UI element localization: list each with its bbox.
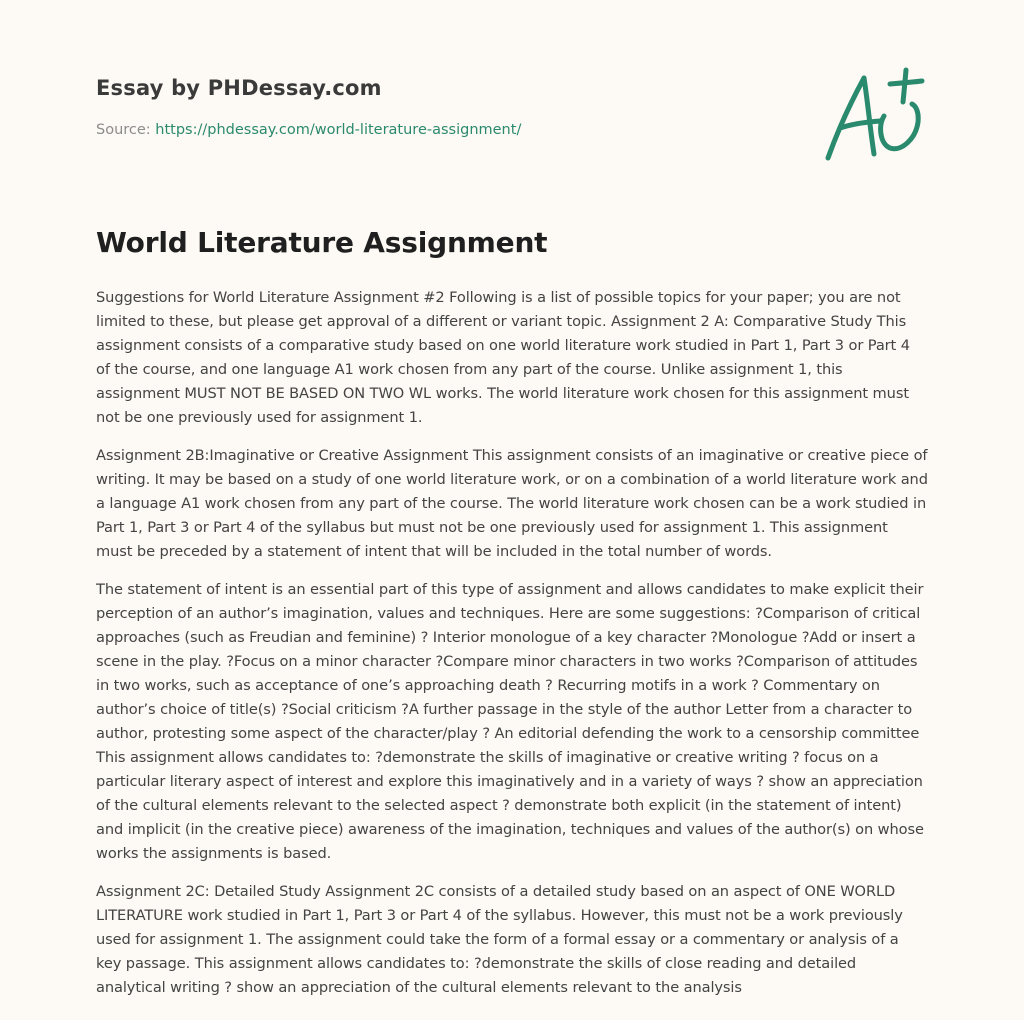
article-paragraph: The statement of intent is an essential part of this type of assignment and allows candidates to make explicit their perception of an author’s imagination, values and techniques. Here are some suggestions: ?Comparison of critical approaches (such as Freudian and feminine) ? Interior monologue of a key character ?Monologue ?Add or insert a scene in the play. ?Focus on a minor character ?Compare minor characters in two works ?Comparison of attitudes in two works, such as acceptance of one’s approaching death ? Recurring motifs in a work ? Commentary on author’s choice of title(s) ?Social criticism ?A further passage in the style of the author Letter from a character to author, protesting some aspect of the character/play ? An editorial defending the work to a censorship committee This assignment allows candidates to: ?demonstrate the skills of imaginative or creative writing ? focus on a particular literary aspect of interest and explore this imaginatively and in a variety of ways ? show an appreciation of the cultural elements relevant to the selected aspect ? demonstrate both explicit (in the statement of intent) and implicit (in the creative piece) awareness of the imagination, techniques and values of the author(s) on whose works the assignments is based. — [96, 581, 924, 862]
source-link[interactable]: https://phdessay.com/world-literature-assignment/ — [155, 122, 522, 138]
article-paragraph: Assignment 2B:Imaginative or Creative Assignment This assignment consists of an imaginative or creative piece of writing. It may be based on a study of one world literature work, or on a combination of a world literature work and a language A1 work chosen from any part of the course. The world literature work chosen can be a work studied in Part 1, Part 3 or Part 4 of the syllabus but must not be one previously used for assignment 1. This assignment must be preceded by a statement of intent that will be included in the total number of words. — [96, 447, 928, 560]
site-brand: Essay by PHDessay.com — [96, 76, 382, 100]
a-plus-grade-icon — [818, 64, 938, 168]
article-title: World Literature Assignment — [96, 226, 548, 259]
article — [96, 226, 928, 1014]
header — [96, 76, 796, 138]
article-paragraph: Suggestions for World Literature Assignment #2 Following is a list of possible topics for your paper; you are not limited to these, but please get approval of a different or variant topic. Assignment 2 A: Comparative Study This assignment consists of a comparative study based on one world literature work studied in Part 1, Part 3 or Part 4 of the course, and one language A1 work chosen from any part of the course. Unlike assignment 1, this assignment MUST NOT BE BASED ON TWO WL works. The world literature work chosen for this assignment must not be one previously used for assignment 1. — [96, 289, 910, 426]
source-line — [96, 122, 796, 138]
source-label: Source: — [96, 122, 156, 138]
article-paragraph: Assignment 2C: Detailed Study Assignment 2C consists of a detailed study based on an aspect of ONE WORLD LITERATURE work studied in Part 1, Part 3 or Part 4 of the syllabus. However, this must not be a work previously used for assignment 1. The assignment could take the form of a formal essay or a commentary or analysis of a key passage. This assignment allows candidates to: ?demonstrate the skills of close reading and detailed analytical writing ? show an appreciation of the cultural elements relevant to the analysis — [96, 883, 903, 996]
